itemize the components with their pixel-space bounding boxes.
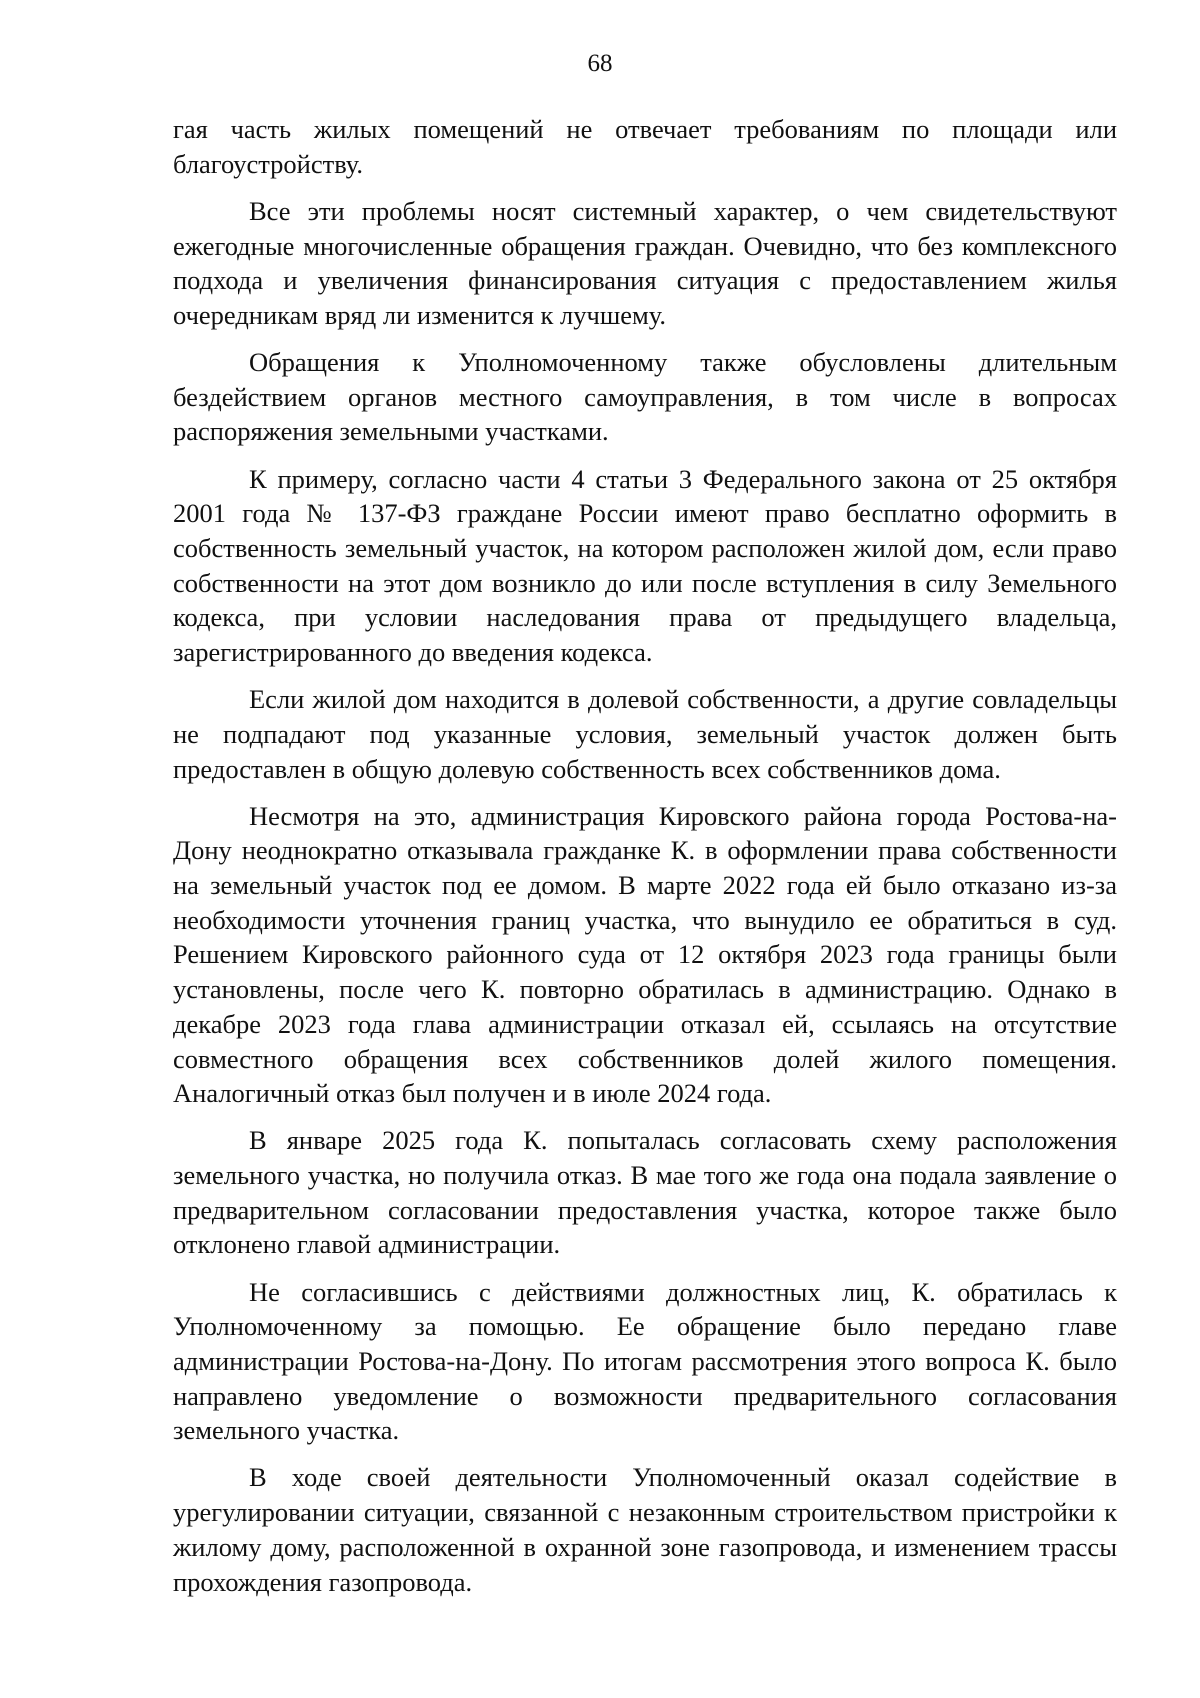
paragraph-kirovsky-district-refusals: Несмотря на это, администрация Кировского района города Ростова-на-Дону неоднократно отказывала гражданке К. в оформлении права собственности на земельный участок под ее домом. В марте 2022 года ей было отказано из-за необходимости уточнения границ участка, что вынудило ее обратиться в суд. Решением Кировского районного суда от 12 октября 2023 года границы были установлены, после чего К. повторно обратилась в администрацию. Однако в декабре 2023 года глава администрации отказал ей, ссылаясь на отсутствие совместного обращения всех собственников долей жилого помещения. Аналогичный отказ был получен и в июле 2024 года. (173, 800, 1117, 1109)
paragraph-gas-pipeline-case: В ходе своей деятельности Уполномоченный оказал содействие в урегулировании ситуации, связанной с незаконным строительством пристройки к жилому дому, расположенной в охранной зоне газопровода, и изменением трассы прохождения газопровода. (173, 1462, 1117, 1597)
paragraph-january-2025: В январе 2025 года К. попыталась согласовать схему расположения земельного участка, но получила отказ. В мае того же года она подала заявление о предварительном согласовании предоставления участка, которое также было отклонено главой администрации. (173, 1125, 1117, 1260)
paragraph-shared-ownership: Если жилой дом находится в долевой собственности, а другие совладельцы не подпадают под указанные условия, земельный участок должен быть предоставлен в общую долевую собственность всех собственников дома. (173, 684, 1117, 784)
paragraph-appeal-to-ombudsman: Не согласившись с действиями должностных лиц, К. обратилась к Уполномоченному за помощью. Ее обращение было передано главе администрации Ростова-на-Дону. По итогам рассмотрения этого вопроса К. было направлено уведомление о возможности предварительного согласования земельного участка. (173, 1276, 1117, 1446)
page-number: 68 (587, 50, 613, 77)
paragraph-continuation: гая часть жилых помещений не отвечает требованиям по площади или благоустройству. (173, 114, 1117, 179)
paragraph-systemic-problems: Все эти проблемы носят системный характер, о чем свидетельствуют ежегодные многочисленные обращения граждан. Очевидно, что без комплексного подхода и увеличения финансирования ситуация с предоставлением жилья очередникам вряд ли изменится к лучшему. (173, 195, 1117, 330)
paragraph-federal-law-example: К примеру, согласно части 4 статьи 3 Федерального закона от 25 октября 2001 года № 137-ФЗ граждане России имеют право бесплатно оформить в собственность земельный участок, на котором расположен жилой дом, если право собственности на этот дом возникло до или после вступления в силу Земельного кодекса, при условии наследования права от предыдущего владельца, зарегистрированного до введения кодекса. (173, 463, 1117, 668)
page-body (173, 112, 1117, 1612)
paragraph-local-government-inaction: Обращения к Уполномоченному также обусловлены длительным бездействием органов местного самоуправления, в том числе в вопросах распоряжения земельными участками. (173, 347, 1117, 447)
